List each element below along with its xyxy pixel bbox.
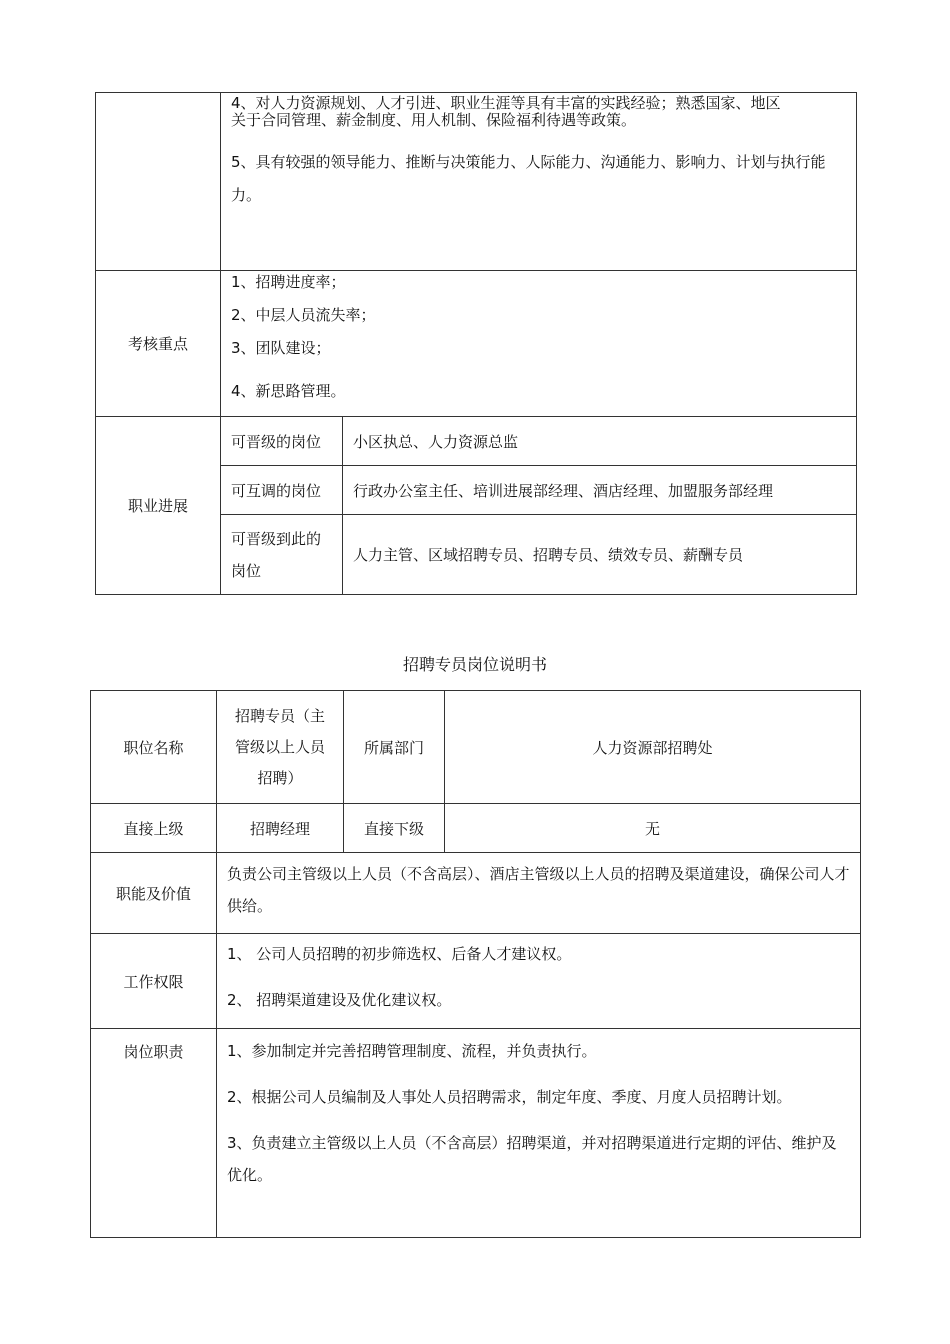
document-title: 招聘专员岗位说明书 xyxy=(402,655,547,674)
duty-item: 3、负责建立主管级以上人员（不含高层）招聘渠道，并对招聘渠道进行定期的评估、维护及优化。 xyxy=(227,1134,837,1184)
duty-item: 1、参加制定并完善招聘管理制度、流程，并负责执行。 xyxy=(227,1042,597,1060)
duty-content-cell xyxy=(217,1029,861,1238)
career-promote-value: 小区执总、人力资源总监 xyxy=(343,417,857,466)
subordinate-value: 无 xyxy=(445,804,861,853)
position-label: 职位名称 xyxy=(91,691,217,804)
department-label: 所属部门 xyxy=(344,691,445,804)
reporting-row xyxy=(91,804,861,853)
position-value: 招聘专员（主管级以上人员招聘） xyxy=(217,691,344,804)
assessment-item: 2、中层人员流失率； xyxy=(231,306,376,324)
career-transfer-label: 可互调的岗位 xyxy=(221,466,343,515)
requirement-item-4-line2: 关于合同管理、薪金制度、用人机制、保险福利待遇等政策。 xyxy=(231,111,637,129)
requirements-content-cell xyxy=(221,93,857,271)
duty-row xyxy=(91,1029,861,1238)
requirements-label-cell xyxy=(96,93,221,271)
requirement-item-5: 5、具有较强的领导能力、推断与决策能力、人际能力、沟通能力、影响力、计划与执行能力。 xyxy=(231,153,826,204)
assessment-item: 1、招聘进度率； xyxy=(231,273,346,291)
assessment-row xyxy=(96,271,857,417)
subordinate-label: 直接下级 xyxy=(344,804,445,853)
duty-item: 2、根据公司人员编制及人事处人员招聘需求，制定年度、季度、月度人员招聘计划。 xyxy=(227,1088,792,1106)
function-label: 职能及价值 xyxy=(91,853,217,934)
assessment-item: 4、新思路管理。 xyxy=(231,382,346,400)
requirement-item-4-line1: 4、对人力资源规划、人才引进、职业生涯等具有丰富的实践经验；熟悉国家、地区 xyxy=(231,94,781,112)
requirements-row xyxy=(96,93,857,271)
authority-label: 工作权限 xyxy=(91,934,217,1029)
job-description-table-continued xyxy=(95,92,857,595)
career-label: 职业进展 xyxy=(96,417,221,595)
career-source-label: 可晋级到此的岗位 xyxy=(221,515,343,595)
function-row xyxy=(91,853,861,934)
authority-item: 2、 招聘渠道建设及优化建议权。 xyxy=(227,991,452,1009)
duty-label: 岗位职责 xyxy=(91,1029,217,1238)
career-promote-label: 可晋级的岗位 xyxy=(221,417,343,466)
assessment-label: 考核重点 xyxy=(96,271,221,417)
assessment-content-cell xyxy=(221,271,857,417)
superior-label: 直接上级 xyxy=(91,804,217,853)
career-row-1 xyxy=(96,417,857,466)
authority-item: 1、 公司人员招聘的初步筛选权、后备人才建议权。 xyxy=(227,945,572,963)
superior-value: 招聘经理 xyxy=(217,804,344,853)
career-transfer-value: 行政办公室主任、培训进展部经理、酒店经理、加盟服务部经理 xyxy=(343,466,857,515)
career-source-value: 人力主管、区域招聘专员、招聘专员、绩效专员、薪酬专员 xyxy=(343,515,857,595)
authority-content-cell xyxy=(217,934,861,1029)
authority-row xyxy=(91,934,861,1029)
assessment-item: 3、团队建设； xyxy=(231,339,331,357)
function-value: 负责公司主管级以上人员（不含高层）、酒店主管级以上人员的招聘及渠道建设，确保公司人才供给。 xyxy=(227,865,850,915)
department-value: 人力资源部招聘处 xyxy=(445,691,861,804)
recruiter-job-description-table xyxy=(90,690,861,1238)
position-row xyxy=(91,691,861,804)
function-value-cell xyxy=(217,853,861,934)
